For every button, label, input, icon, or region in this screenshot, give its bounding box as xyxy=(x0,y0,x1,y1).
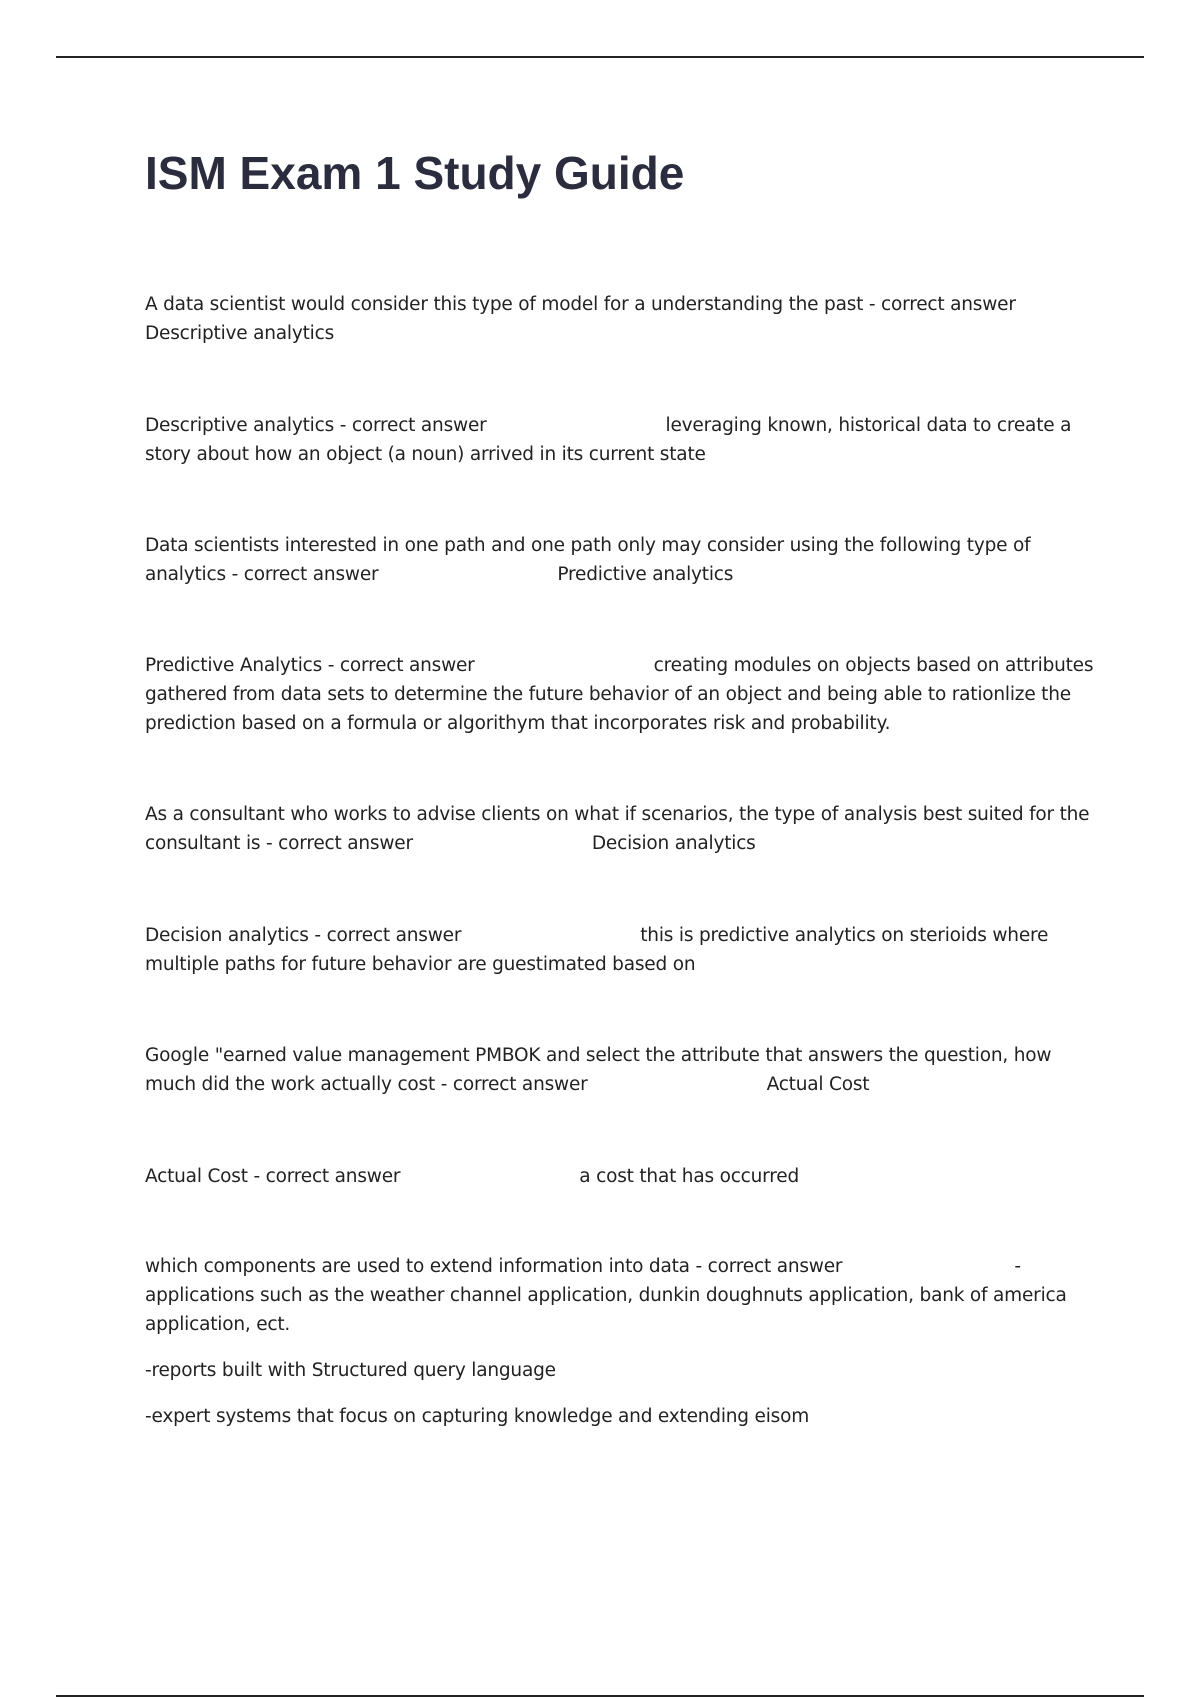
qa-question: Actual Cost - correct answer xyxy=(145,1166,401,1187)
qa-answer: a cost that has occurred xyxy=(579,1166,799,1187)
qa-question-continued: consultant is - correct answer xyxy=(145,833,413,854)
qa-item-1 xyxy=(145,290,1095,348)
qa-answer-continued: gathered from data sets to determine the future behavior of an object and being able to rationlize the xyxy=(145,684,1071,705)
qa-question-continued: much did the work actually cost - correct answer xyxy=(145,1074,588,1095)
qa-answer-continued: prediction based on a formula or algorithym that incorporates risk and probability. xyxy=(145,713,891,734)
answer-list-item: -reports built with Structured query language xyxy=(145,1360,556,1381)
qa-answer-continued: multiple paths for future behavior are guestimated based on xyxy=(145,954,696,975)
qa-question: As a consultant who works to advise clients on what if scenarios, the type of analysis best suited for the xyxy=(145,804,1090,825)
qa-question-continued: analytics - correct answer xyxy=(145,564,379,585)
qa-item-4 xyxy=(145,651,1095,738)
answer-list-item: -expert systems that focus on capturing knowledge and extending eisom xyxy=(145,1406,810,1427)
qa-answer: Predictive analytics xyxy=(557,564,734,585)
qa-answer: this is predictive analytics on sterioids where xyxy=(640,925,1049,946)
qa-item-8 xyxy=(145,1162,1095,1191)
page-title: ISM Exam 1 Study Guide xyxy=(145,147,685,199)
qa-question: Data scientists interested in one path and one path only may consider using the following type of xyxy=(145,535,1031,556)
top-rule xyxy=(56,56,1144,58)
qa-question: Google "earned value management PMBOK and select the attribute that answers the question, how xyxy=(145,1045,1052,1066)
qa-item-3 xyxy=(145,531,1095,589)
qa-item-2 xyxy=(145,411,1095,469)
qa-item-6 xyxy=(145,921,1095,979)
qa-answer-continued: story about how an object (a noun) arrived in its current state xyxy=(145,444,706,465)
qa-answer-continued: applications such as the weather channel application, dunkin doughnuts application, bank of america xyxy=(145,1285,1067,1306)
bottom-rule xyxy=(56,1695,1144,1697)
qa-answer: Descriptive analytics xyxy=(145,323,335,344)
qa-answer: Actual Cost xyxy=(766,1074,870,1095)
qa-answer: Decision analytics xyxy=(591,833,756,854)
qa-item-5 xyxy=(145,800,1095,858)
qa-question: Decision analytics - correct answer xyxy=(145,925,462,946)
qa-answer: leveraging known, historical data to create a xyxy=(665,415,1072,436)
qa-answer: - xyxy=(1014,1256,1021,1277)
qa-question: Descriptive analytics - correct answer xyxy=(145,415,487,436)
qa-item-9 xyxy=(145,1252,1095,1339)
qa-question: which components are used to extend information into data - correct answer xyxy=(145,1256,843,1277)
qa-item-7 xyxy=(145,1041,1095,1099)
qa-answer-continued: application, ect. xyxy=(145,1314,291,1335)
qa-answer: creating modules on objects based on attributes xyxy=(653,655,1094,676)
qa-question: Predictive Analytics - correct answer xyxy=(145,655,475,676)
qa-question: A data scientist would consider this type of model for a understanding the past - correct answer xyxy=(145,294,1016,315)
